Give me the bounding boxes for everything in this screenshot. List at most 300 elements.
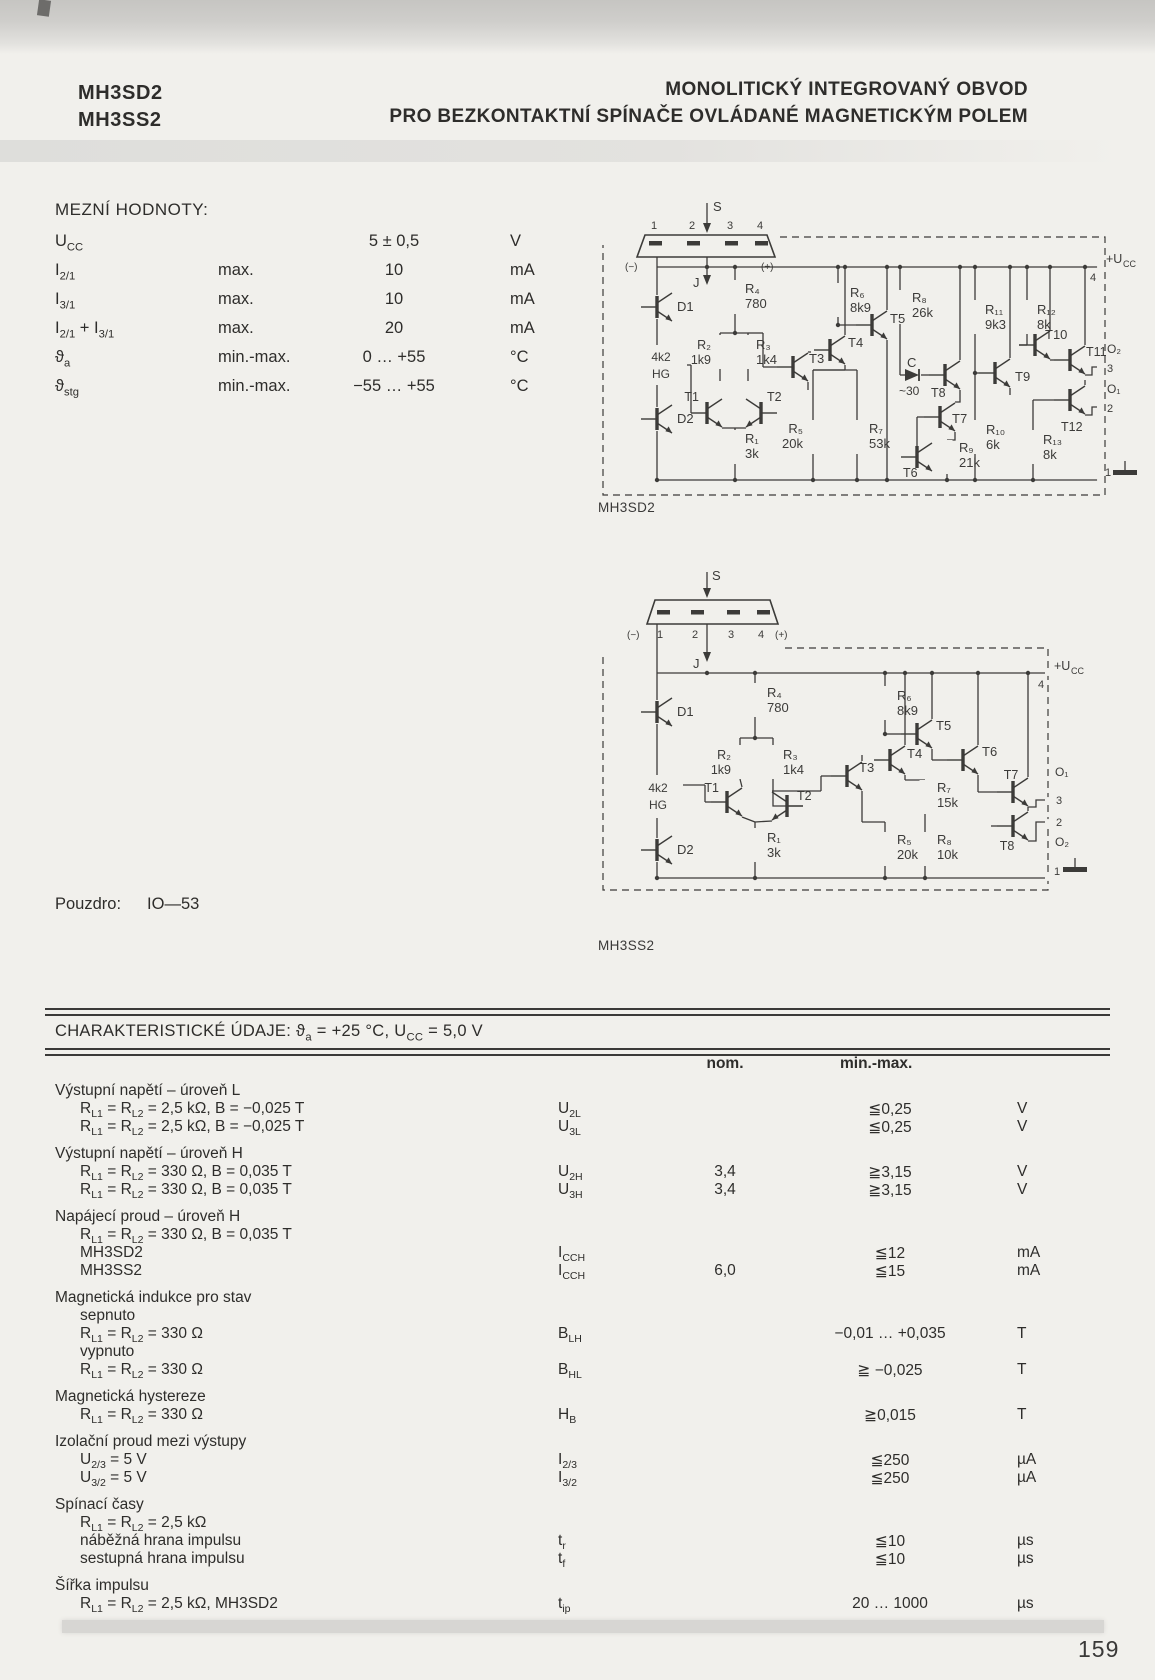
label-o1: O₁ [1055, 765, 1069, 779]
label-hg2: HG [652, 367, 670, 381]
part-number-1: MH3SD2 [78, 82, 163, 104]
label-p4: 4 [756, 220, 764, 232]
char-row [55, 1325, 1115, 1346]
rule-mid-2 [45, 1054, 1110, 1056]
limit-value: 0 … +55 [362, 348, 426, 366]
junction-dot [753, 671, 757, 675]
limit-unit: °C [510, 348, 529, 366]
package-pin-slot [757, 610, 770, 615]
wire [742, 817, 755, 822]
junction-dot [655, 478, 659, 482]
junction-dot [753, 876, 757, 880]
char-condition: $R_{L1} = R_{L2} = 330$ Ω, B = 0,035 T [80, 1163, 292, 1184]
label-c: C [907, 355, 917, 370]
label-t6: T6 [903, 466, 918, 480]
char-symbol: $I_{3/2}$ [558, 1469, 577, 1490]
title-line-2: PRO BEZKONTAKTNÍ SPÍNAČE OVLÁDANÉ MAGNETICKÝM POLEM [389, 106, 1028, 127]
char-unit: T [1017, 1361, 1027, 1378]
junction-dot [855, 478, 859, 482]
label-minus: (−) [625, 262, 638, 273]
char-minmax: ≧3,15 [868, 1182, 912, 1199]
label-r8: R₈ [937, 832, 952, 847]
label-r1v: 3k [745, 446, 759, 461]
rule-mid-1 [45, 1048, 1110, 1050]
char-row [55, 1532, 1115, 1553]
wire [1028, 822, 1045, 841]
char-group-title: Šířka impulsu [55, 1577, 149, 1594]
transistor-symbol [979, 359, 1010, 387]
char-condition: MH3SS2 [80, 1262, 143, 1279]
label-p3: 3 [726, 220, 734, 232]
package-label: Pouzdro: [55, 895, 122, 913]
label-p3: 3 [727, 629, 735, 641]
transistor-symbol [641, 405, 672, 433]
transistor-symbol [929, 361, 960, 389]
transistor-symbol [777, 353, 808, 381]
label-t4: T4 [848, 335, 864, 350]
char-symbol: $U_{2L}$ [558, 1100, 581, 1121]
label-r3v: 1k4 [756, 352, 777, 367]
junction-dot [1031, 478, 1035, 482]
transistor-symbol [1054, 386, 1085, 414]
char-row [55, 1406, 1115, 1427]
label-r2: R₂ [717, 748, 731, 762]
char-symbol: $B_{LH}$ [558, 1325, 582, 1346]
label-n2: 2 [1056, 817, 1063, 829]
char-group-title: Magnetická indukce pro stav [55, 1289, 252, 1306]
label-d2: D2 [677, 411, 694, 426]
junction-dot [1008, 265, 1012, 269]
label-t1: T1 [684, 390, 699, 404]
resistor-symbol [970, 300, 981, 334]
resistor-symbol [730, 280, 741, 314]
terminal [1097, 477, 1103, 483]
junction-dot [883, 876, 887, 880]
transistor-symbol [1054, 346, 1085, 374]
label-r7v: 15k [937, 795, 958, 810]
resistor-symbol [730, 430, 741, 464]
junction-dot [1026, 671, 1030, 675]
label-t2: T2 [767, 390, 782, 404]
label-r9: R₉ [959, 440, 974, 455]
label-cv: ~30 [899, 384, 920, 398]
label-r8: R₈ [912, 290, 927, 305]
resistor-symbol [942, 440, 953, 474]
junction-dot [973, 371, 977, 375]
char-row [55, 1262, 1115, 1283]
package-pin-slot [657, 610, 670, 615]
label-n4: 4 [1038, 679, 1045, 691]
label-hg2: HG [649, 798, 667, 812]
label-hg1: 4k2 [651, 350, 671, 364]
junction-dot [885, 478, 889, 482]
resistor-symbol [808, 420, 819, 454]
char-minmax: 20 … 1000 [852, 1595, 928, 1612]
schematic-mh3sd2 [595, 195, 1143, 505]
package-pin-slot [649, 241, 662, 246]
label-r4: R₄ [745, 281, 760, 296]
transistor-symbol [641, 293, 672, 321]
char-group-title: Izolační proud mezi výstupy [55, 1433, 247, 1450]
column-header-minmax: min.-max. [840, 1055, 913, 1072]
label-r12: R₁₂ [1037, 302, 1056, 317]
char-nominal: 3,4 [714, 1181, 736, 1198]
char-condition: sestupná hrana impulsu [80, 1550, 245, 1567]
label-p2: 2 [688, 220, 696, 232]
terminal [1097, 364, 1103, 370]
char-minmax: ≦10 [874, 1533, 906, 1550]
char-symbol: $U_{3L}$ [558, 1118, 581, 1139]
char-symbol: $I_{CCH}$ [558, 1262, 586, 1283]
junction-dot [733, 478, 737, 482]
char-unit: V [1017, 1181, 1028, 1198]
label-t5: T5 [890, 311, 906, 326]
label-r1v: 3k [767, 845, 781, 860]
char-minmax: ≦10 [874, 1551, 906, 1568]
char-condition: $U_{3/2} = 5$ V [80, 1469, 147, 1490]
part-numbers [78, 80, 163, 134]
label-n3: 3 [1056, 795, 1063, 807]
wire [1028, 800, 1045, 807]
label-d1: D1 [677, 299, 694, 314]
label-r6v: 8k9 [897, 703, 918, 718]
transistor-symbol [641, 836, 672, 864]
junction-dot [930, 671, 934, 675]
label-r13: R₁₃ [1043, 432, 1063, 447]
label-t4: T4 [907, 746, 923, 761]
label-r13v: 8k [1043, 447, 1057, 462]
label-r3: R₃ [756, 337, 771, 352]
label-j: J [693, 275, 700, 290]
scan-corner-mark [37, 0, 51, 17]
limit-symbol: $U_{CC}$ [55, 232, 84, 254]
label-r5v: 20k [897, 847, 918, 862]
junction-dot [976, 671, 980, 675]
char-unit: µs [1017, 1550, 1034, 1567]
char-condition: $R_{L1} = R_{L2} = 330$ Ω [80, 1361, 203, 1382]
char-group-title: Spínací časy [55, 1496, 144, 1513]
label-r5: R₅ [788, 421, 803, 436]
package-pin-slot [725, 241, 738, 246]
char-condition: $R_{L1} = R_{L2} = 330$ Ω, B = 0,035 T [80, 1181, 292, 1202]
label-d2: D2 [677, 842, 694, 857]
char-condition: $U_{2/3} = 5$ V [80, 1451, 147, 1472]
junction-dot [843, 265, 847, 269]
junction-dot [883, 732, 887, 736]
part-number-2: MH3SS2 [78, 109, 162, 131]
label-r7: R₇ [937, 780, 951, 795]
char-condition: $R_{L1} = R_{L2} = 330$ Ω [80, 1406, 203, 1427]
char-condition: náběžná hrana impulsu [80, 1532, 242, 1549]
junction-dot [836, 323, 840, 327]
label-r1: R₁ [767, 830, 781, 845]
label-t8: T8 [999, 839, 1015, 853]
resistor-symbol [880, 832, 891, 866]
limit-unit: mA [510, 261, 535, 279]
label-n4: 4 [1090, 272, 1097, 284]
package-pin-slot [727, 610, 740, 615]
char-minmax: −0,01 … +0,035 [834, 1325, 946, 1342]
junction-dot [903, 671, 907, 675]
label-n3: 3 [1107, 363, 1114, 375]
label-r8v: 26k [912, 305, 933, 320]
label-r2v: 1k9 [690, 353, 711, 367]
wire [1085, 367, 1097, 375]
resistor-symbol [750, 683, 761, 717]
char-row [55, 1595, 1115, 1616]
page-title [268, 76, 1028, 130]
label-o2: O₂ [1055, 835, 1069, 849]
label-r4v: 780 [745, 296, 767, 311]
label-plus: (+) [761, 262, 774, 273]
limit-symbol: $ϑ_{stg}$ [55, 377, 79, 399]
limit-qualifier: max. [218, 319, 254, 337]
resistor-symbol [920, 832, 931, 866]
char-unit: µs [1017, 1595, 1034, 1612]
junction-dot [1083, 265, 1087, 269]
limit-value: 10 [384, 290, 404, 308]
char-symbol: $U_{3H}$ [558, 1181, 583, 1202]
label-t9: T9 [1015, 369, 1031, 384]
label-t3: T3 [809, 351, 825, 366]
char-condition: $R_{L1} = R_{L2} = 2,5$ kΩ, B = −0,025 T [80, 1118, 305, 1139]
label-r2v: 1k9 [710, 763, 731, 777]
terminal [1097, 264, 1103, 270]
label-r9v: 21k [959, 455, 980, 470]
label-r11: R₁₁ [985, 302, 1004, 317]
label-p1: 1 [650, 220, 658, 232]
label-t8: T8 [931, 386, 946, 400]
title-line-1: MONOLITICKÝ INTEGROVANÝ OBVOD [665, 79, 1028, 100]
char-unit: V [1017, 1163, 1028, 1180]
label-t11: T11 [1086, 345, 1107, 359]
label-r2: R₂ [697, 338, 711, 352]
label-n2: 2 [1107, 403, 1114, 415]
limit-unit: °C [510, 377, 529, 395]
dashed-boundary [603, 648, 1048, 890]
label-r8v: 10k [937, 847, 958, 862]
limit-symbol: $I_{3/1}$ [55, 290, 76, 312]
page-number: 159 [1078, 1636, 1120, 1662]
terminal [1045, 819, 1051, 825]
char-row [55, 1118, 1115, 1139]
char-group-title: Napájecí proud – úroveň H [55, 1208, 241, 1225]
label-n1: 1 [1105, 467, 1112, 479]
arrowhead [703, 588, 711, 598]
junction-dot [885, 265, 889, 269]
label-p1: 1 [656, 629, 664, 641]
label-p4: 4 [757, 629, 765, 641]
char-condition-line: $R_{L1} = R_{L2} = 330$ Ω, B = 0,035 T [80, 1226, 292, 1247]
char-group-title: Magnetická hystereze [55, 1388, 206, 1405]
char-symbol: $t_f$ [558, 1550, 566, 1571]
label-t7: T7 [952, 411, 968, 426]
junction-dot [1048, 265, 1052, 269]
label-r5v: 20k [782, 436, 803, 451]
label-r6: R₆ [897, 688, 912, 703]
terminal [1045, 797, 1051, 803]
label-hg1: 4k2 [648, 781, 668, 795]
schematic1-caption: MH3SD2 [598, 500, 656, 515]
wire [755, 821, 772, 822]
char-minmax: ≧ −0,025 [857, 1362, 923, 1379]
label-r4v: 780 [767, 700, 789, 715]
resistor-symbol [833, 283, 844, 317]
char-row [55, 1469, 1115, 1490]
package-line [55, 895, 199, 914]
limit-row [55, 319, 615, 348]
label-r10v: 6k [986, 437, 1000, 452]
char-symbol: $t_r$ [558, 1532, 566, 1553]
char-unit: µA [1017, 1451, 1037, 1468]
char-minmax: ≦12 [874, 1245, 906, 1262]
limit-symbol: $I_{2/1}$ [55, 261, 76, 283]
limit-unit: mA [510, 319, 535, 337]
rule-top-1 [45, 1008, 1110, 1010]
label-t10: T10 [1045, 327, 1068, 342]
label-r12v: 8k [1037, 317, 1051, 332]
label-o2: O₂ [1107, 342, 1121, 356]
char-nominal: 6,0 [714, 1262, 736, 1279]
limit-unit: mA [510, 290, 535, 308]
char-row [55, 1451, 1115, 1472]
junction-dot [705, 671, 709, 675]
limit-symbol: $I_{2/1} + I_{3/1}$ [55, 319, 115, 341]
resistor-symbol [735, 745, 746, 779]
transistor-symbol [901, 720, 932, 748]
limit-value: −55 … +55 [353, 377, 435, 395]
char-group-title: Výstupní napětí – úroveň H [55, 1145, 243, 1162]
scan-band-under-header [0, 140, 1120, 162]
char-row [55, 1244, 1115, 1265]
label-r3v: 1k4 [783, 762, 804, 777]
label-r4: R₄ [767, 685, 782, 700]
resistor-symbol [715, 335, 726, 369]
char-row [55, 1361, 1115, 1382]
junction-dot [883, 671, 887, 675]
wire [947, 432, 955, 440]
transistor-symbol [641, 698, 672, 726]
limit-value: 20 [384, 319, 404, 337]
junction-dot [1025, 265, 1029, 269]
char-minmax: ≦15 [874, 1263, 906, 1280]
char-symbol: $I_{CCH}$ [558, 1244, 586, 1265]
rule-top-2 [45, 1014, 1110, 1016]
terminal [1045, 875, 1051, 881]
transistor-symbol [874, 746, 905, 774]
label-ucc: +U [1106, 252, 1123, 266]
limit-row [55, 232, 615, 261]
limit-unit: V [510, 232, 522, 250]
char-symbol: $B_{HL}$ [558, 1361, 582, 1382]
char-minmax: ≦250 [870, 1470, 910, 1487]
package-pin-slot [691, 610, 704, 615]
limit-qualifier: max. [218, 290, 254, 308]
label-s: S [713, 199, 722, 214]
label-uccs: CC [1123, 259, 1136, 269]
char-condition-line: sepnuto [80, 1307, 136, 1324]
label-r5: R₅ [897, 832, 912, 847]
package-pin-slot [755, 241, 768, 246]
resistor-symbol [1022, 300, 1033, 334]
resistor-symbol [880, 686, 891, 720]
scan-band-bottom [62, 1620, 1104, 1633]
arrowhead [703, 223, 711, 233]
label-t5: T5 [936, 718, 952, 733]
label-r10: R₁₀ [986, 422, 1006, 437]
limits-table [55, 232, 615, 406]
junction-dot [973, 478, 977, 482]
terminal [1045, 670, 1051, 676]
junction-dot [958, 265, 962, 269]
column-header-nom: nom. [706, 1055, 744, 1072]
limit-qualifier: min.-max. [218, 377, 291, 395]
resistor-symbol [920, 780, 931, 814]
label-uccs: CC [1071, 666, 1084, 676]
char-unit: mA [1017, 1244, 1041, 1261]
char-minmax: ≧3,15 [868, 1164, 912, 1181]
label-r6v: 8k9 [850, 300, 871, 315]
char-symbol: $t_{ip}$ [558, 1595, 571, 1616]
label-o1: O₁ [1107, 382, 1121, 396]
label-n1: 1 [1054, 866, 1061, 878]
label-r1: R₁ [745, 431, 759, 446]
label-s: S [712, 568, 721, 583]
schematic-mh3ss2 [595, 560, 1143, 905]
char-row [55, 1163, 1115, 1184]
limit-value: 10 [384, 261, 404, 279]
transistor-symbol [997, 812, 1028, 840]
char-minmax: ≧0,015 [864, 1407, 916, 1424]
arrowhead [703, 275, 711, 285]
package-value: IO—53 [147, 895, 200, 913]
junction-dot [898, 265, 902, 269]
limit-value: 5 ± 0,5 [368, 232, 420, 250]
transistor-symbol [997, 778, 1028, 806]
resistor-symbol [750, 828, 761, 862]
capacitor-diode-symbol [905, 369, 919, 381]
char-symbol: $U_{2H}$ [558, 1163, 583, 1184]
label-plus: (+) [775, 630, 788, 641]
char-symbol: $H_B$ [558, 1406, 577, 1427]
junction-dot [733, 265, 737, 269]
resistor-symbol [852, 420, 863, 454]
junction-dot [973, 265, 977, 269]
label-t1: T1 [704, 781, 719, 795]
junction-dot [753, 736, 757, 740]
scan-band-top [0, 0, 1155, 54]
terminal [1097, 404, 1103, 410]
label-t3: T3 [859, 760, 875, 775]
char-condition: $R_{L1} = R_{L2} = 2,5$ kΩ, MH3SD2 [80, 1595, 278, 1616]
char-unit: V [1017, 1100, 1028, 1117]
junction-dot [705, 265, 709, 269]
limit-qualifier: max. [218, 261, 254, 279]
char-condition: MH3SD2 [80, 1244, 143, 1261]
char-minmax: ≦0,25 [868, 1119, 912, 1136]
arrowhead [703, 652, 711, 662]
junction-dot [733, 331, 737, 335]
package-outline [637, 235, 775, 257]
label-p2: 2 [691, 629, 699, 641]
wire [740, 779, 742, 787]
char-group-title: Výstupní napětí – úroveň L [55, 1082, 241, 1099]
limit-row [55, 377, 615, 406]
label-minus: (−) [627, 630, 640, 641]
char-nominal: 3,4 [714, 1163, 736, 1180]
char-unit: mA [1017, 1262, 1041, 1279]
junction-dot [923, 876, 927, 880]
